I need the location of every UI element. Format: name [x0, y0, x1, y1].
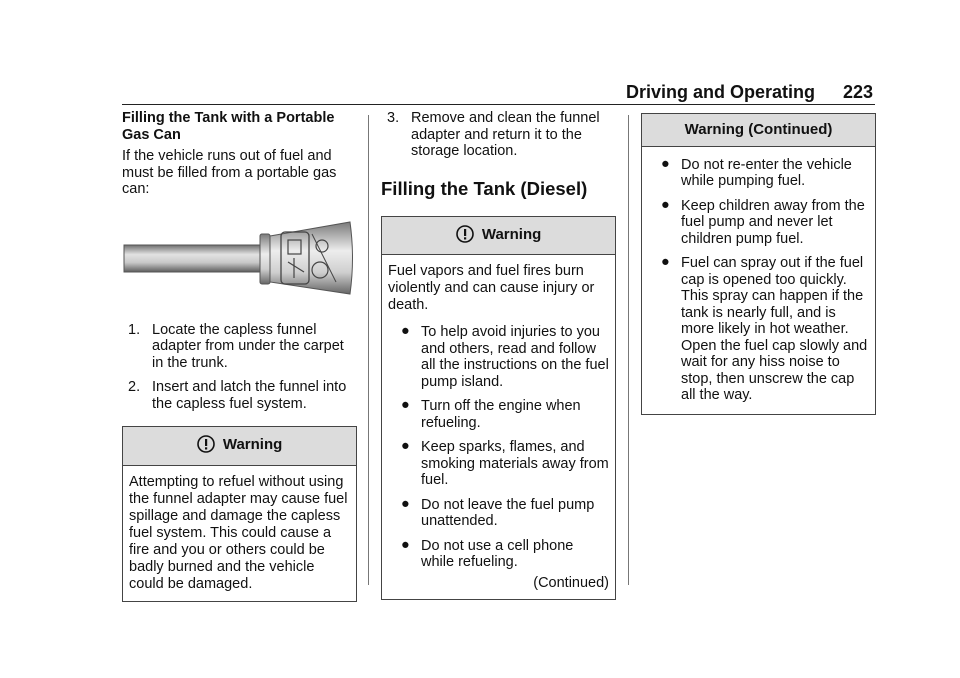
warning-text: Attempting to refuel without using the funnel adapter may cause fuel spillage and damage the capless fuel system. This could cause a fire and you or others could be badly burned and the vehicle could be damaged. — [129, 473, 348, 592]
column-2 — [381, 110, 616, 600]
step-number: 2. — [128, 379, 141, 395]
list-item — [388, 439, 609, 489]
warning-header — [642, 114, 875, 147]
bullet-icon: ● — [401, 323, 410, 339]
list-item — [648, 255, 869, 404]
warning-body — [123, 466, 356, 601]
list-item — [381, 110, 616, 160]
section-title: Driving and Operating — [625, 82, 815, 102]
warning-body — [382, 255, 615, 599]
step-number: 3. — [387, 110, 400, 126]
warning-box — [122, 426, 357, 602]
warning-intro: Fuel vapors and fuel fires burn violently and can cause injury or death. — [388, 263, 595, 313]
warning-bullets — [388, 324, 609, 571]
warning-icon — [197, 435, 215, 458]
warning-body — [642, 147, 875, 414]
column-1 — [122, 110, 357, 602]
bullet-icon: ● — [661, 196, 670, 213]
bullet-text: Do not leave the fuel pump unattended. — [421, 496, 595, 529]
column-3 — [641, 110, 876, 415]
bullet-text: Turn off the engine when refueling. — [421, 398, 581, 431]
bullet-icon: ● — [401, 438, 410, 454]
page-number: 223 — [842, 82, 873, 102]
list-item — [388, 538, 609, 571]
step-text: Insert and latch the funnel into the capless fuel system. — [152, 379, 347, 412]
subsection-heading: Filling the Tank with a Portable Gas Can — [122, 110, 335, 143]
list-item — [388, 324, 609, 390]
bullet-icon: ● — [401, 397, 410, 413]
bullet-text: Keep children away from the fuel pump and never let children pump fuel. — [681, 197, 865, 247]
list-item — [122, 379, 357, 412]
list-item — [648, 198, 869, 248]
steps-list — [122, 322, 357, 413]
step-text: Locate the capless funnel adapter from under the carpet in the trunk. — [152, 321, 344, 371]
list-item — [122, 322, 357, 372]
step-text: Remove and clean the funnel adapter and return it to the storage location. — [411, 110, 600, 159]
list-item — [388, 497, 609, 530]
continued-label: (Continued) — [533, 574, 609, 591]
warning-bullets — [648, 157, 869, 404]
column-divider — [628, 115, 629, 585]
column-divider — [368, 115, 369, 585]
bullet-icon: ● — [661, 155, 670, 172]
list-item — [648, 157, 869, 190]
warning-icon — [456, 225, 474, 248]
warning-header — [382, 217, 615, 256]
step-number: 1. — [128, 321, 141, 338]
warning-header — [123, 427, 356, 466]
bullet-text: Do not re-enter the vehicle while pumping fuel. — [681, 156, 852, 189]
funnel-adapter-illustration — [122, 212, 352, 306]
bullet-icon: ● — [401, 536, 410, 553]
warning-box — [641, 113, 876, 415]
page-header — [122, 82, 875, 105]
warning-title: Warning (Continued) — [684, 121, 833, 138]
bullet-icon: ● — [401, 495, 410, 512]
bullet-text: Keep sparks, flames, and smoking materials away from fuel. — [421, 439, 609, 488]
bullet-text: Fuel can spray out if the fuel cap is opened too quickly. This spray can happen if the tank is nearly full, and is more likely in hot weather. Open the fuel cap slowly and wait for any hiss noise to stop, then unscrew the cap all the way. — [681, 255, 868, 403]
bullet-text: To help avoid injuries to you and others, read and follow all the instructions on the fuel pump island. — [421, 324, 609, 390]
bullet-text: Do not use a cell phone while refueling. — [421, 537, 574, 570]
bullet-icon: ● — [661, 254, 670, 270]
warning-title: Warning — [222, 436, 283, 453]
warning-box — [381, 216, 616, 601]
list-item — [388, 398, 609, 431]
section-heading: Filling the Tank (Diesel) — [381, 177, 588, 199]
warning-title: Warning — [481, 225, 542, 243]
steps-list — [381, 110, 616, 160]
intro-paragraph: If the vehicle runs out of fuel and must be filled from a portable gas can: — [122, 148, 337, 197]
